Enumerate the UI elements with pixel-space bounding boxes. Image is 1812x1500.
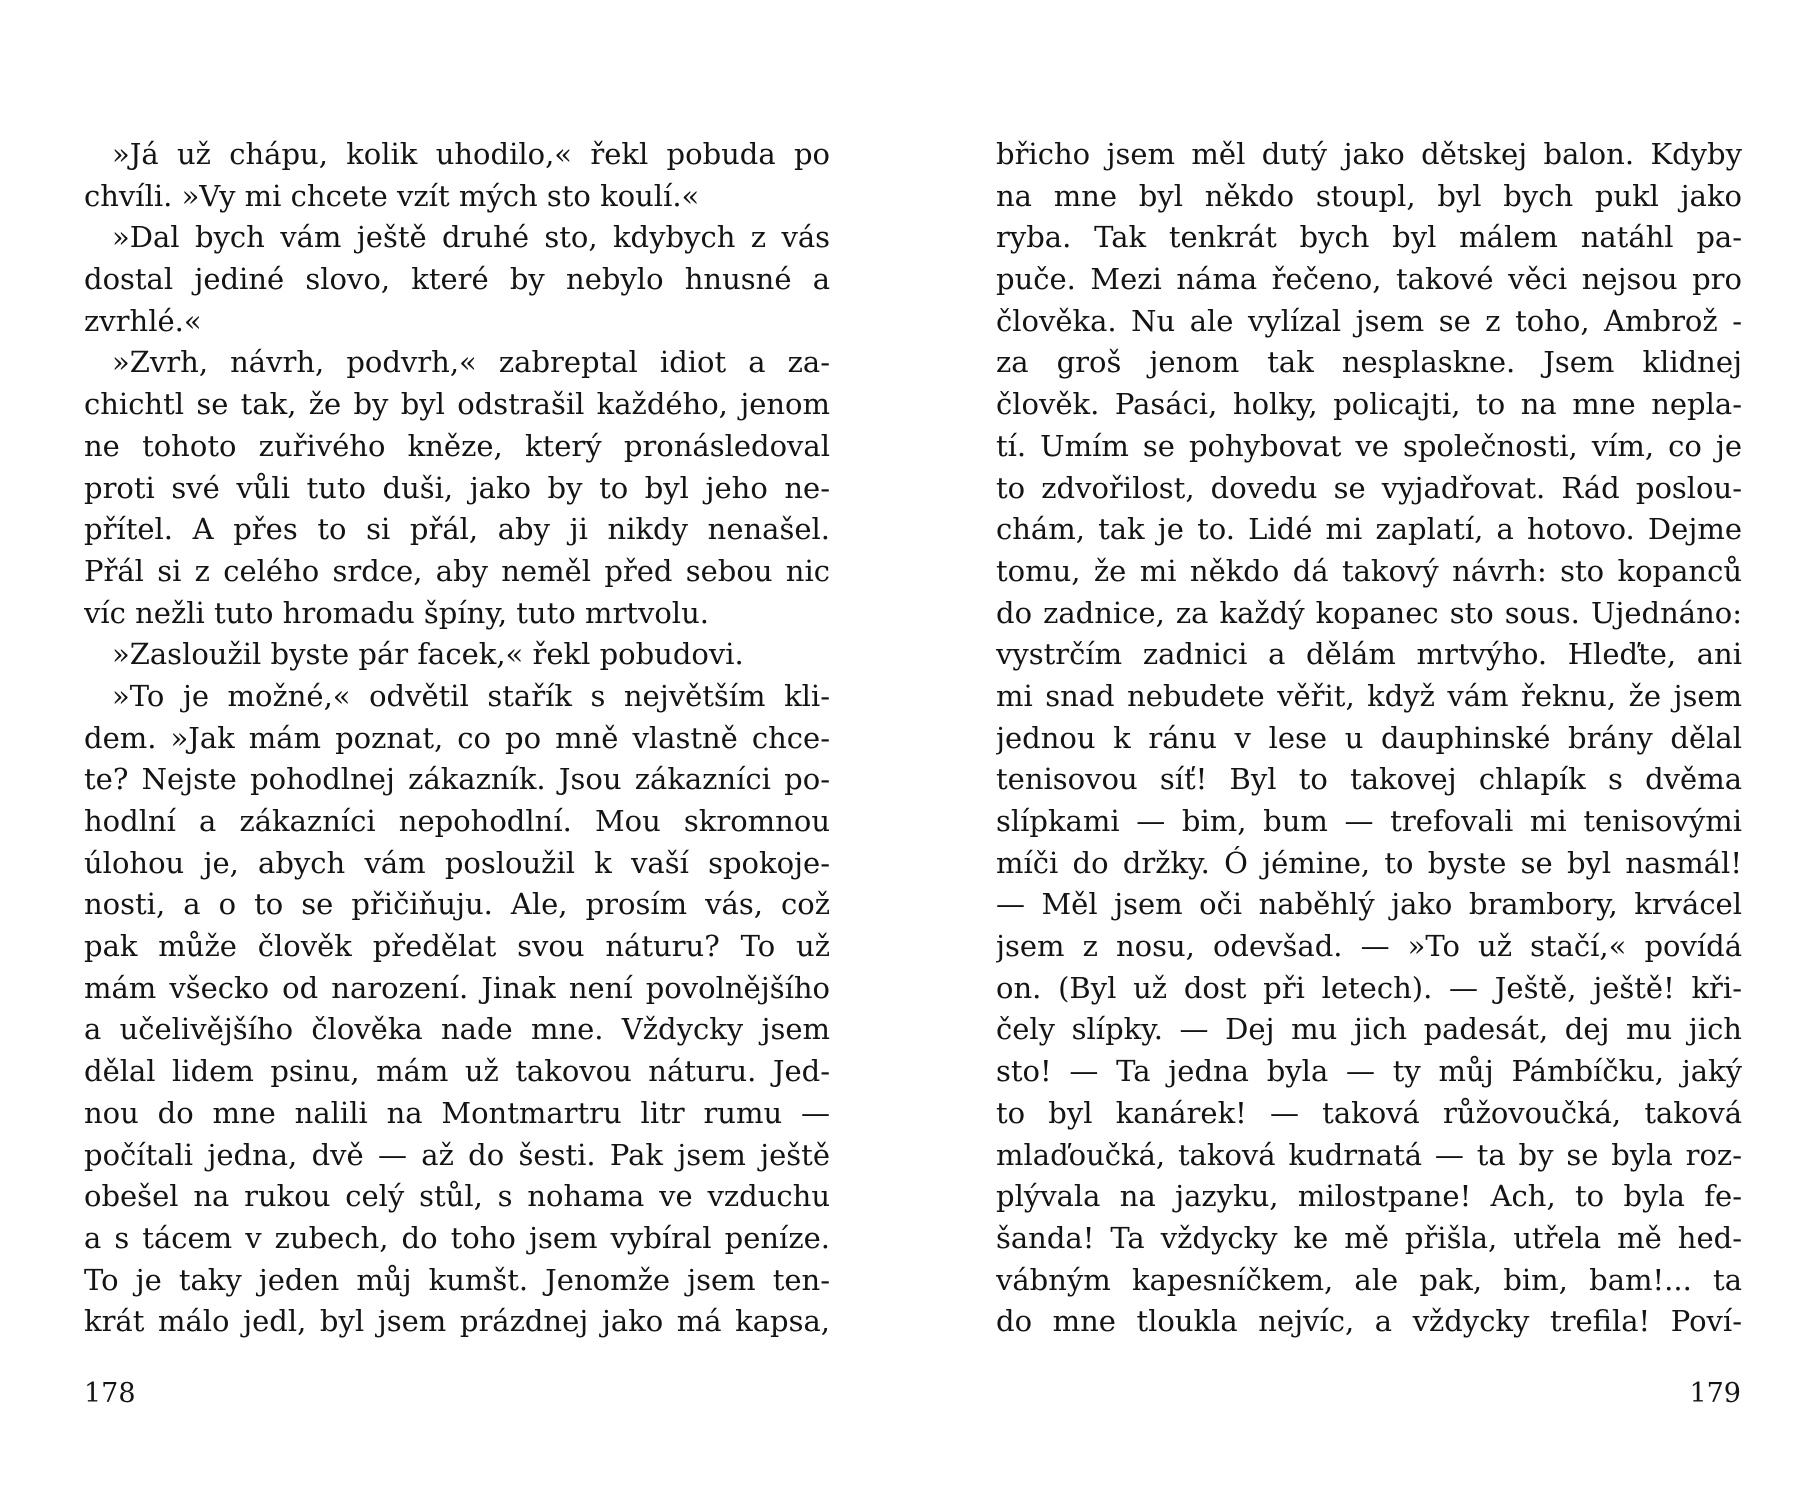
text-line: člověk. Pasáci, holky, policajti, to na mne nepla- [996, 387, 1742, 422]
text-line: krát málo jedl, byl jsem prázdnej jako má kapsa, [84, 1304, 830, 1339]
text-line: a učelivějšího člověka nade mne. Vždycky jsem [84, 1012, 830, 1047]
text-line: sto! — Ta jedna byla — ty můj Pámbíčku, jaký [996, 1054, 1742, 1089]
text-line: ryba. Tak tenkrát bych byl málem natáhl pa- [996, 220, 1742, 255]
text-line: dostal jediné slovo, které by nebylo hnusné a [84, 262, 830, 297]
text-line: zvrhlé.« [84, 303, 202, 338]
text-line: nou do mne nalili na Montmartru litr rumu — [84, 1095, 830, 1130]
text-line: vábným kapesníčkem, ale pak, bim, bam!... ta [996, 1262, 1742, 1297]
text-line: to byl kanárek! — taková růžovoučká, taková [996, 1095, 1742, 1130]
text-line: dem. »Jak mám poznat, co po mně vlastně chce- [84, 720, 830, 755]
page-number: 178 [84, 1378, 136, 1409]
text-line: ne tohoto zuřivého kněze, který pronásledoval [84, 428, 830, 463]
text-line: tenisovou síť! Byl to takovej chlapík s dvěma [996, 762, 1742, 797]
text-line: šanda! Ta vždycky ke mě přišla, utřela mě hed- [996, 1220, 1742, 1255]
text-line: čely slípky. — Dej mu jich padesát, dej mu jich [996, 1012, 1742, 1047]
right-page [906, 0, 1812, 1500]
text-line: plývala na jazyku, milostpane! Ach, to byla fe- [996, 1179, 1742, 1214]
text-line: a s tácem v zubech, do toho jsem vybíral peníze. [84, 1220, 830, 1255]
text-line: tí. Umím se pohybovat ve společnosti, vím, co je [996, 428, 1742, 463]
right-page-text [996, 134, 1742, 1343]
text-line: do mne tloukla nejvíc, a vždycky trefila! Poví- [996, 1304, 1742, 1339]
text-line: hodlní a zákazníci nepohodlní. Mou skromnou [84, 804, 830, 838]
text-line: »Já už chápu, kolik uhodilo,« řekl pobuda po [112, 137, 830, 171]
text-line: To je taky jeden můj kumšt. Jenomže jsem ten- [84, 1262, 830, 1297]
text-line: chvíli. »Vy mi chcete vzít mých sto koulí.« [84, 178, 700, 213]
text-line: »To je možné,« odvětil stařík s největším kli- [112, 678, 830, 713]
text-line: te? Nejste pohodlnej zákazník. Jsou zákazníci po- [84, 762, 830, 797]
text-line: pak může člověk předělat svou náturu? To už [84, 929, 830, 964]
text-line: na mne byl někdo stoupl, byl bych pukl jako [996, 178, 1742, 213]
text-line: víc nežli tuto hromadu špíny, tuto mrtvolu. [84, 595, 709, 630]
text-line: břicho jsem měl dutý jako dětskej balon. Kdyby [996, 137, 1742, 171]
text-line: Přál si z celého srdce, aby neměl před sebou nic [84, 553, 830, 588]
text-line: nosti, a o to se přičiňuju. Ale, prosím vás, což [84, 887, 830, 922]
text-line: »Zvrh, návrh, podvrh,« zabreptal idiot a za- [112, 345, 830, 380]
text-line: on. (Byl už dost při letech). — Ještě, ještě! kři- [996, 970, 1742, 1005]
text-line: mlaďoučká, taková kudrnatá — ta by se byla roz- [996, 1137, 1742, 1172]
page-number: 179 [1689, 1378, 1741, 1409]
text-line: puče. Mezi náma řečeno, takové věci nejsou pro [996, 262, 1742, 297]
text-line: to zdvořilost, dovedu se vyjadřovat. Rád poslou- [996, 470, 1742, 505]
text-line: chám, tak je to. Lidé mi zaplatí, a hotovo. Dejme [996, 512, 1742, 547]
text-line: jsem z nosu, odevšad. — »To už stačí,« povídá [996, 929, 1742, 964]
text-line: míči do držky. Ó jémine, to byste se byl nasmál! [996, 845, 1742, 880]
text-line: počítali jedna, dvě — až do šesti. Pak jsem ještě [84, 1137, 830, 1172]
text-line: tomu, že mi někdo dá takový návrh: sto kopanců [996, 553, 1742, 588]
text-line: mám všecko od narození. Jinak není povolnějšího [84, 970, 830, 1005]
text-line: úlohou je, abych vám posloužil k vaší spokoje- [84, 845, 830, 880]
text-line: chichtl se tak, že by byl odstrašil každého, jenom [84, 387, 830, 422]
text-line: — Měl jsem oči naběhlý jako brambory, krvácel [996, 887, 1742, 922]
text-line: do zadnice, za každý kopanec sto sous. Ujednáno: [996, 595, 1742, 630]
left-page-text [84, 134, 830, 1343]
text-line: jednou k ránu v lese u dauphinské brány dělal [996, 720, 1742, 755]
text-line: vystrčím zadnici a dělám mrtvýho. Hleďte, ani [996, 637, 1742, 672]
text-line: za groš jenom tak nesplaskne. Jsem klidnej [996, 345, 1742, 380]
text-line: slípkami — bim, bum — trefovali mi tenisovými [996, 804, 1742, 838]
text-line: dělal lidem psinu, mám už takovou náturu. Jed- [84, 1054, 830, 1089]
text-line: »Zasloužil byste pár facek,« řekl pobudovi. [112, 637, 744, 672]
text-line: mi snad nebudete věřit, když vám řeknu, že jsem [996, 678, 1742, 713]
text-line: člověka. Nu ale vylízal jsem se z toho, Ambrož - [996, 303, 1742, 338]
text-line: »Dal bych vám ještě druhé sto, kdybych z vás [112, 220, 830, 255]
text-line: obešel na rukou celý stůl, s nohama ve vzduchu [84, 1179, 830, 1214]
text-line: proti své vůli tuto duši, jako by to byl jeho ne- [84, 470, 830, 505]
text-line: přítel. A přes to si přál, aby ji nikdy nenašel. [84, 512, 830, 547]
